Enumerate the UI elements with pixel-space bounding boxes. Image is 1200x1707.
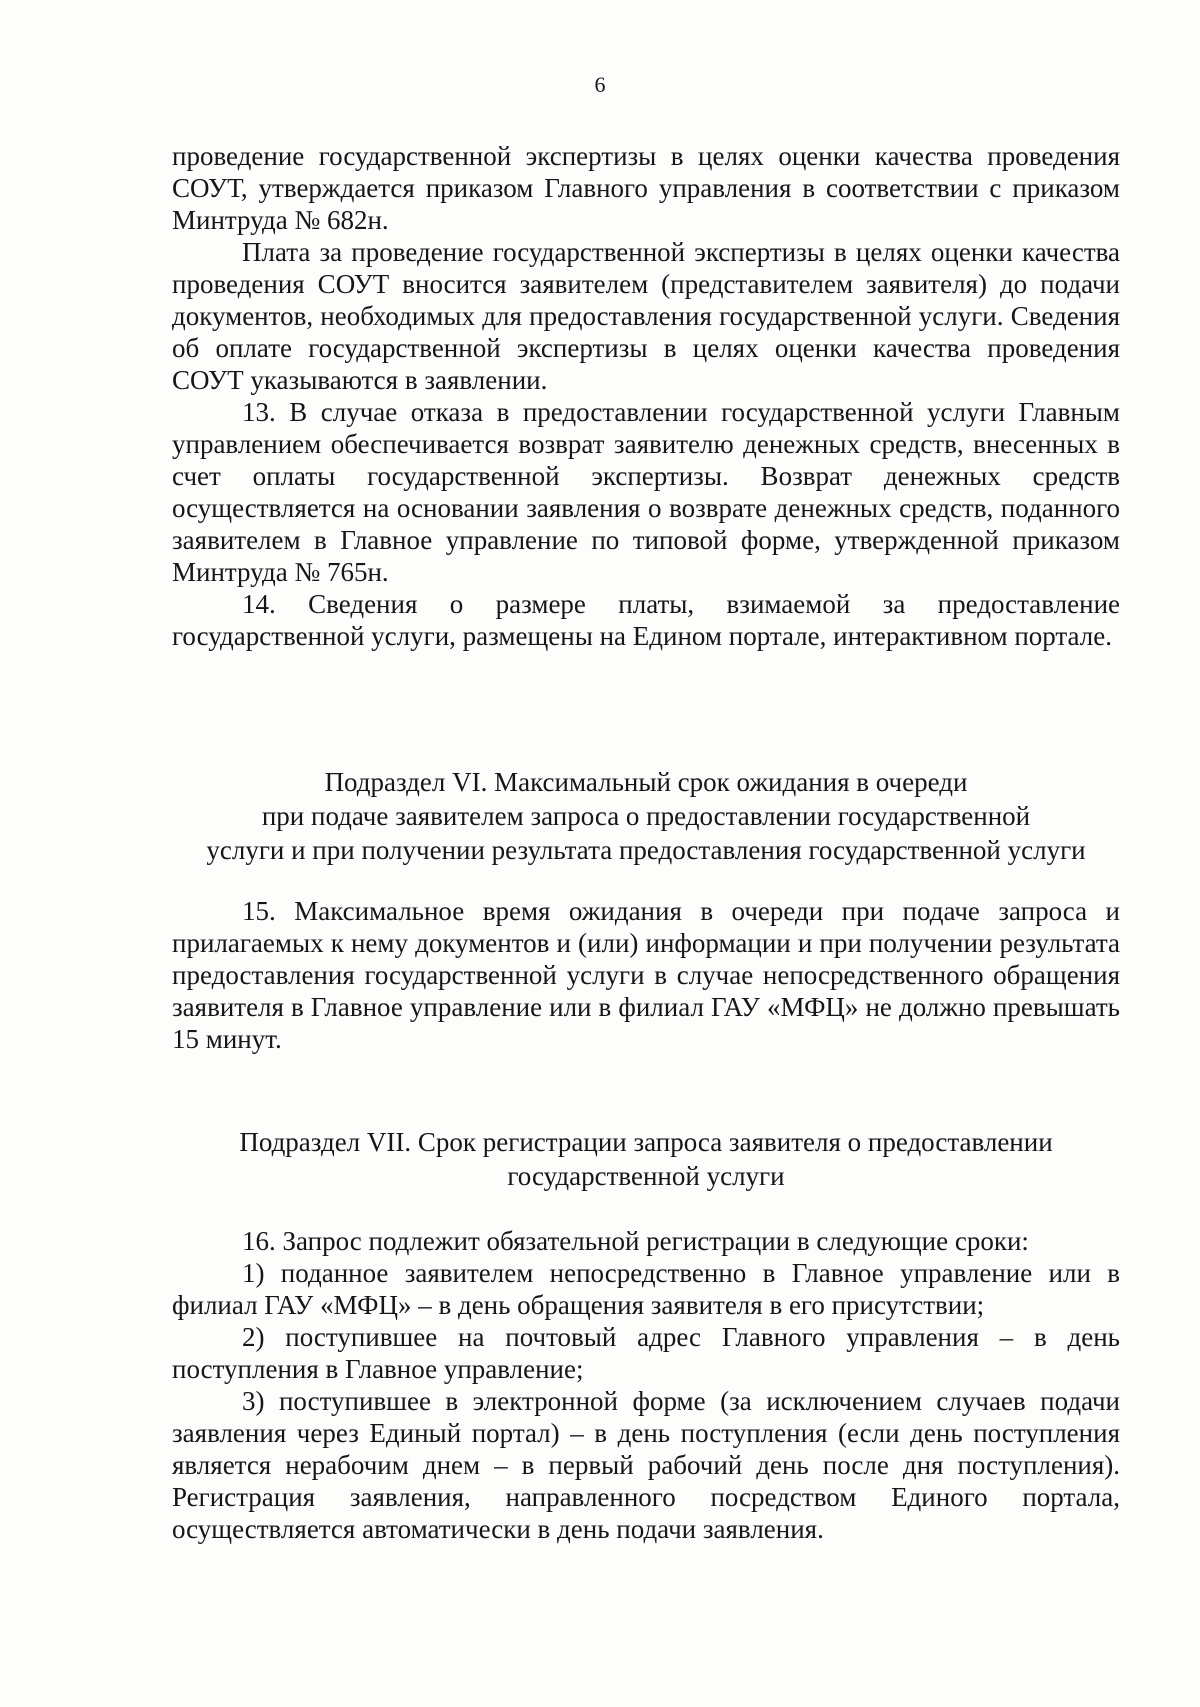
subsection-6-line-1: Подраздел VI. Максимальный срок ожидания в очереди [324, 767, 968, 797]
page-number: 6 [594, 72, 606, 97]
paragraph-16-item-2: 2) поступившее на почтовый адрес Главного управления – в день поступления в Главное управление; [172, 1322, 1120, 1384]
registration-section [172, 1225, 1120, 1545]
paragraph-16: 16. Запрос подлежит обязательной регистрации в следующие сроки: [242, 1226, 1029, 1256]
subsection-7-line-1: Подраздел VII. Срок регистрации запроса заявителя о предоставлении [239, 1127, 1053, 1157]
paragraph-13: 13. В случае отказа в предоставлении государственной услуги Главным управлением обеспечивается возврат заявителю денежных средств, внесенных в счет оплаты государственной экспертизы. Возврат денежных средств осуществляется на основании заявления о возврате денежных средств, поданного заявителем в Главное управление по типовой форме, утвержденной приказом Минтруда № 765н. [172, 397, 1120, 587]
subsection-6-line-3: услуги и при получении результата предоставления государственной услуги [206, 835, 1086, 865]
paragraph-16-item-3: 3) поступившее в электронной форме (за исключением случаев подачи заявления через Единый портал) – в день поступления (если день поступления является нерабочим днем – в первый рабочий день после дня поступления). Регистрация заявления, направленного посредством Единого портала, осуществляется автоматически в день подачи заявления. [172, 1386, 1120, 1544]
payment-section [172, 140, 1120, 652]
queue-section [172, 895, 1120, 1055]
paragraph-payment: Плата за проведение государственной экспертизы в целях оценки качества проведения СОУТ вносится заявителем (представителем заявителя) до подачи документов, необходимых для предоставления государственной услуги. Сведения об оплате государственной экспертизы в целях оценки качества проведения СОУТ указываются в заявлении. [172, 237, 1120, 395]
paragraph-15: 15. Максимальное время ожидания в очереди при подаче запроса и прилагаемых к нему документов и (или) информации и при получении результата предоставления государственной услуги в случае непосредственного обращения заявителя в Главное управление или в филиал ГАУ «МФЦ» не должно превышать 15 минут. [172, 896, 1120, 1054]
subsection-6-line-2: при подаче заявителем запроса о предоставлении государственной [261, 801, 1031, 831]
paragraph-14: 14. Сведения о размере платы, взимаемой за предоставление государственной услуги, размещены на Едином портале, интерактивном портале. [172, 589, 1120, 651]
subsection-7-line-2: государственной услуги [507, 1161, 785, 1191]
paragraph-continued: проведение государственной экспертизы в целях оценки качества проведения СОУТ, утверждается приказом Главного управления в соответствии с приказом Минтруда № 682н. [172, 141, 1120, 235]
subsection-6-heading [172, 765, 1120, 867]
subsection-7-heading [172, 1125, 1120, 1193]
paragraph-16-item-1: 1) поданное заявителем непосредственно в Главное управление или в филиал ГАУ «МФЦ» – в день обращения заявителя в его присутствии; [172, 1258, 1120, 1320]
